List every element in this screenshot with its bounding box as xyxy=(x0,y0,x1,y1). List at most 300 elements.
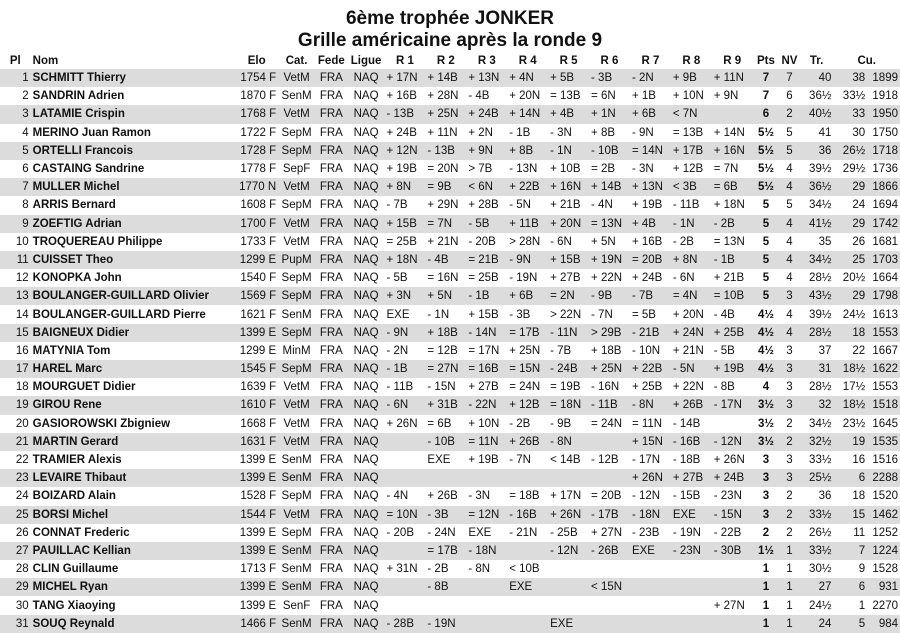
nv-cell: 2 xyxy=(786,417,793,430)
round-3-cell: = 11N xyxy=(468,435,499,448)
name-cell: TANG Xiaoying xyxy=(32,599,116,612)
round-7-cell: + 15N xyxy=(631,435,663,448)
round-4-cell: + 14N xyxy=(509,108,541,121)
rank-cell: 18 xyxy=(15,381,29,394)
round-4-cell: - 9N xyxy=(509,253,531,266)
rank-cell: 3 xyxy=(22,108,29,121)
round-6-cell: + 27N xyxy=(591,526,623,539)
round-2-cell: - 2B xyxy=(427,563,449,576)
nv-cell: 2 xyxy=(786,508,793,521)
rank-cell: 26 xyxy=(15,526,29,539)
round-6-cell: > 29B xyxy=(591,326,622,339)
round-3-cell: - 4B xyxy=(468,90,490,103)
tiebreak-cell: 37 xyxy=(818,344,832,357)
tiebreak-cell: 35 xyxy=(818,235,832,248)
cumulative-cell: 29 xyxy=(852,181,866,194)
category-cell: VetM xyxy=(283,399,310,412)
round-7-cell xyxy=(630,615,671,633)
table-row xyxy=(0,469,900,487)
round-1-cell: - 20B xyxy=(386,526,414,539)
round-7-cell: = 5B xyxy=(631,308,656,321)
round-4-cell: + 22B xyxy=(509,181,540,194)
round-8-cell: = 13B xyxy=(672,126,704,139)
points-cell: 4½ xyxy=(757,326,774,339)
round-8-cell: - 14B xyxy=(672,417,701,430)
tiebreak-cell: 39½ xyxy=(809,308,832,321)
round-1-cell: - 11B xyxy=(386,381,414,394)
league-cell: NAQ xyxy=(353,144,379,157)
category-cell: SenM xyxy=(281,563,312,576)
column-header: Cat. xyxy=(285,54,308,67)
rank-cell: 22 xyxy=(15,454,29,467)
federation-cell: FRA xyxy=(319,163,343,176)
nv-cell: 1 xyxy=(786,544,793,557)
federation-cell: FRA xyxy=(319,308,343,321)
performance-cell: 1918 xyxy=(872,90,898,103)
column-header: R 7 xyxy=(641,54,660,67)
category-cell: VetM xyxy=(283,181,310,194)
federation-cell: FRA xyxy=(319,235,343,248)
elo-cell: 1713 F xyxy=(240,563,277,576)
round-6-cell: + 5N xyxy=(591,235,616,248)
round-3-cell: > 7B xyxy=(468,163,493,176)
elo-cell: 1621 F xyxy=(240,308,277,321)
elo-cell: 1540 F xyxy=(240,272,277,285)
points-cell: 2 xyxy=(762,526,770,539)
federation-cell: FRA xyxy=(319,617,343,630)
tiebreak-cell: 34½ xyxy=(809,253,832,266)
federation-cell: FRA xyxy=(319,253,343,266)
elo-cell: 1399 E xyxy=(239,454,277,467)
table-body xyxy=(0,69,900,633)
league-cell: NAQ xyxy=(353,308,379,321)
federation-cell: FRA xyxy=(319,472,343,485)
round-2-cell: EXE xyxy=(427,454,451,467)
round-1-cell: + 8N xyxy=(386,181,412,194)
round-8-cell: + 8N xyxy=(672,253,698,266)
table-row xyxy=(0,251,900,269)
round-5-cell: - 7B xyxy=(550,344,572,357)
round-9-cell: + 19B xyxy=(713,363,745,376)
rank-cell: 29 xyxy=(15,581,29,594)
performance-cell: 1520 xyxy=(872,490,898,503)
name-cell: CLIN Guillaume xyxy=(32,563,119,576)
federation-cell: FRA xyxy=(319,508,343,521)
name-cell: MERINO Juan Ramon xyxy=(32,126,151,139)
round-9-cell: - 22B xyxy=(713,526,742,539)
tiebreak-cell: 28½ xyxy=(809,381,832,394)
round-1-cell: + 3N xyxy=(386,290,412,303)
round-6-cell: - 10B xyxy=(591,144,619,157)
cumulative-cell: 24½ xyxy=(842,308,866,321)
performance-cell: 1622 xyxy=(872,363,898,376)
points-cell: 5½ xyxy=(757,126,774,139)
name-cell: MOURGUET Didier xyxy=(32,381,136,394)
performance-cell: 1252 xyxy=(872,526,898,539)
round-9-cell: - 15N xyxy=(713,508,742,521)
round-4-cell: + 26B xyxy=(509,435,540,448)
round-7-cell: = 14N xyxy=(631,144,663,157)
tiebreak-cell: 36 xyxy=(818,144,832,157)
federation-cell: FRA xyxy=(319,363,343,376)
round-4-cell: + 25N xyxy=(509,344,541,357)
rank-cell: 6 xyxy=(22,163,29,176)
round-3-cell: EXE xyxy=(468,526,492,539)
round-8-cell: - 11B xyxy=(672,199,700,212)
round-5-cell xyxy=(548,578,589,596)
round-7-cell: + 26N xyxy=(631,472,663,485)
tiebreak-cell: 31 xyxy=(818,363,832,376)
cumulative-cell: 16 xyxy=(852,454,866,467)
round-1-cell: - 4N xyxy=(386,490,409,503)
round-4-cell: > 28N xyxy=(509,235,541,248)
tiebreak-cell: 32 xyxy=(818,399,832,412)
column-header: Elo xyxy=(247,54,266,67)
round-1-cell: + 12N xyxy=(386,144,418,157)
federation-cell: FRA xyxy=(319,581,343,594)
federation-cell: FRA xyxy=(319,563,343,576)
round-6-cell: - 3B xyxy=(591,72,613,85)
table-row xyxy=(0,542,900,560)
performance-cell: 1798 xyxy=(872,290,898,303)
federation-cell: FRA xyxy=(319,381,343,394)
round-7-cell: + 16B xyxy=(631,235,663,248)
round-4-cell: EXE xyxy=(509,581,533,594)
round-6-cell xyxy=(589,560,630,578)
round-3-cell xyxy=(466,578,507,596)
nv-cell: 1 xyxy=(786,581,793,594)
name-cell: ORTELLI Francois xyxy=(32,144,133,157)
round-8-cell: - 19N xyxy=(672,526,701,539)
round-1-cell: + 15B xyxy=(386,217,417,230)
federation-cell: FRA xyxy=(319,217,343,230)
column-header: Tr. xyxy=(809,54,824,67)
nv-cell: 5 xyxy=(786,199,793,212)
round-9-cell: - 12N xyxy=(713,435,742,448)
federation-cell: FRA xyxy=(319,144,343,157)
name-cell: LEVAIRE Thibaut xyxy=(32,472,127,485)
round-7-cell: + 19B xyxy=(631,199,663,212)
category-cell: VetM xyxy=(283,72,310,85)
column-header: Nom xyxy=(32,54,59,67)
round-4-cell: - 1B xyxy=(509,126,531,139)
round-1-cell xyxy=(385,469,426,487)
round-7-cell: - 2N xyxy=(631,72,654,85)
round-6-cell: - 12B xyxy=(591,454,619,467)
points-cell: 4½ xyxy=(757,344,774,357)
tiebreak-cell: 32½ xyxy=(809,435,832,448)
elo-cell: 1733 F xyxy=(240,235,277,248)
league-cell: NAQ xyxy=(353,272,379,285)
rank-cell: 21 xyxy=(15,435,29,448)
page-subtitle: Grille américaine après la ronde 9 xyxy=(297,30,603,51)
round-2-cell: = 16N xyxy=(427,272,459,285)
cumulative-cell: 6 xyxy=(858,472,866,485)
cumulative-cell: 18 xyxy=(852,326,866,339)
federation-cell: FRA xyxy=(319,526,343,539)
page-title: 6ème trophée JONKER xyxy=(345,8,554,29)
table-row xyxy=(0,215,900,233)
name-cell: LATAMIE Crispin xyxy=(32,108,125,121)
federation-cell: FRA xyxy=(319,435,343,448)
nv-cell: 1 xyxy=(786,563,793,576)
round-5-cell: > 22N xyxy=(550,308,582,321)
performance-cell: 1681 xyxy=(872,235,898,248)
round-7-cell: + 22B xyxy=(631,363,663,376)
federation-cell: FRA xyxy=(319,272,343,285)
points-cell: 4½ xyxy=(757,363,774,376)
round-8-cell: + 24N xyxy=(672,326,704,339)
points-cell: 1 xyxy=(762,599,770,612)
nv-cell: 4 xyxy=(786,163,793,176)
round-6-cell: - 7N xyxy=(591,308,613,321)
federation-cell: FRA xyxy=(319,326,343,339)
rank-cell: 23 xyxy=(15,472,29,485)
round-4-cell xyxy=(507,469,548,487)
points-cell: 3½ xyxy=(757,399,774,412)
round-1-cell: - 28B xyxy=(386,617,414,630)
round-5-cell: < 14B xyxy=(550,454,581,467)
cumulative-cell: 18½ xyxy=(842,399,866,412)
round-1-cell: + 19B xyxy=(386,163,417,176)
performance-cell: 1899 xyxy=(872,72,898,85)
round-3-cell: + 24B xyxy=(468,108,499,121)
round-5-cell: - 3N xyxy=(550,126,572,139)
table-row xyxy=(0,378,900,396)
round-1-cell xyxy=(385,578,426,596)
points-cell: 5 xyxy=(762,290,770,303)
category-cell: SepM xyxy=(281,290,312,303)
cumulative-cell: 33½ xyxy=(842,90,866,103)
rank-cell: 24 xyxy=(15,490,29,503)
performance-cell: 1645 xyxy=(872,417,898,430)
elo-cell: 1299 E xyxy=(239,344,277,357)
league-cell: NAQ xyxy=(353,526,379,539)
tiebreak-cell: 36½ xyxy=(809,90,832,103)
tiebreak-cell: 36 xyxy=(818,490,832,503)
round-1-cell: - 5B xyxy=(386,272,408,285)
tiebreak-cell: 25½ xyxy=(809,472,832,485)
round-2-cell: = 9B xyxy=(427,181,452,194)
column-header: R 9 xyxy=(723,54,742,67)
performance-cell: 1553 xyxy=(872,381,898,394)
performance-cell: 1736 xyxy=(872,163,898,176)
round-7-cell: - 10N xyxy=(631,344,661,357)
nv-cell: 6 xyxy=(786,90,793,103)
round-5-cell: - 1N xyxy=(550,144,572,157)
round-6-cell: - 4N xyxy=(591,199,613,212)
round-9-cell xyxy=(712,615,753,633)
round-6-cell: = 2B xyxy=(591,163,616,176)
round-2-cell: + 26B xyxy=(427,490,458,503)
nv-cell: 2 xyxy=(786,526,793,539)
round-5-cell: + 15B xyxy=(550,253,581,266)
round-9-cell: - 23N xyxy=(713,490,742,503)
elo-cell: 1870 F xyxy=(240,90,277,103)
round-5-cell: + 4B xyxy=(550,108,575,121)
tiebreak-cell: 34½ xyxy=(809,199,832,212)
column-header: R 8 xyxy=(682,54,701,67)
elo-cell: 1545 F xyxy=(240,363,277,376)
points-cell: 5½ xyxy=(757,144,774,157)
rank-cell: 7 xyxy=(22,181,29,194)
nv-cell: 3 xyxy=(786,454,793,467)
round-2-cell xyxy=(425,469,466,487)
round-5-cell: = 18N xyxy=(550,399,582,412)
elo-cell: 1544 F xyxy=(240,508,277,521)
round-2-cell: = 7N xyxy=(427,217,453,230)
nv-cell: 4 xyxy=(786,308,793,321)
round-9-cell: - 1B xyxy=(713,253,735,266)
performance-cell: 1528 xyxy=(872,563,898,576)
nv-cell: 4 xyxy=(786,326,793,339)
round-9-cell: = 13N xyxy=(713,235,745,248)
round-6-cell xyxy=(589,615,630,633)
round-7-cell: + 4B xyxy=(631,217,656,230)
round-7-cell xyxy=(630,596,671,614)
round-5-cell: + 26N xyxy=(550,508,582,521)
round-8-cell: - 15B xyxy=(672,490,701,503)
nv-cell: 4 xyxy=(786,253,793,266)
round-1-cell: + 24B xyxy=(386,126,417,139)
cumulative-cell: 1 xyxy=(858,599,866,612)
round-4-cell: + 4N xyxy=(509,72,534,85)
name-cell: SCHMITT Thierry xyxy=(32,72,126,85)
category-cell: PupM xyxy=(281,253,312,266)
round-9-cell: + 24B xyxy=(713,472,745,485)
league-cell: NAQ xyxy=(353,435,379,448)
category-cell: SepF xyxy=(282,163,311,176)
points-cell: 5 xyxy=(762,235,770,248)
round-3-cell: - 14N xyxy=(468,326,497,339)
elo-cell: 1639 F xyxy=(240,381,277,394)
round-7-cell: - 12N xyxy=(631,490,661,503)
round-8-cell xyxy=(671,596,712,614)
tiebreak-cell: 30½ xyxy=(809,563,832,576)
round-4-cell xyxy=(507,542,548,560)
round-3-cell: - 18N xyxy=(468,544,497,557)
name-cell: MICHEL Ryan xyxy=(32,581,108,594)
category-cell: SenM xyxy=(281,617,312,630)
category-cell: SepM xyxy=(281,363,312,376)
column-header: Pts xyxy=(756,54,775,67)
points-cell: 3 xyxy=(762,490,770,503)
points-cell: 1 xyxy=(762,563,770,576)
elo-cell: 1728 F xyxy=(240,144,277,157)
federation-cell: FRA xyxy=(319,290,343,303)
round-1-cell: = 25B xyxy=(386,235,417,248)
round-7-cell: - 9N xyxy=(631,126,654,139)
name-cell: BAIGNEUX Didier xyxy=(32,326,130,339)
name-cell: MULLER Michel xyxy=(32,181,120,194)
round-5-cell: + 21B xyxy=(550,199,581,212)
round-1-cell: + 26N xyxy=(386,417,418,430)
rank-cell: 27 xyxy=(15,544,29,557)
league-cell: NAQ xyxy=(353,126,379,139)
category-cell: VetM xyxy=(283,217,310,230)
table-row xyxy=(0,596,900,614)
round-5-cell: - 24B xyxy=(550,363,578,376)
round-5-cell: + 5B xyxy=(550,72,575,85)
category-cell: SenM xyxy=(281,544,312,557)
cumulative-cell: 30 xyxy=(852,126,866,139)
tiebreak-cell: 28½ xyxy=(809,272,832,285)
round-8-cell xyxy=(671,578,712,596)
league-cell: NAQ xyxy=(353,72,379,85)
tiebreak-cell: 28½ xyxy=(809,326,832,339)
elo-cell: 1768 F xyxy=(240,108,277,121)
round-2-cell: = 27N xyxy=(427,363,459,376)
performance-cell: 1516 xyxy=(872,454,898,467)
round-8-cell: = 4N xyxy=(672,290,698,303)
nv-cell: 5 xyxy=(786,144,793,157)
round-8-cell: - 18B xyxy=(672,454,701,467)
name-cell: BORSI Michel xyxy=(32,508,109,521)
nv-cell: 3 xyxy=(786,381,793,394)
elo-cell: 1631 F xyxy=(240,435,277,448)
round-3-cell: = 12N xyxy=(468,508,500,521)
column-header: Ligue xyxy=(350,54,382,67)
round-4-cell: - 5N xyxy=(509,199,531,212)
league-cell: NAQ xyxy=(353,490,379,503)
name-cell: CONNAT Frederic xyxy=(32,526,130,539)
rank-cell: 14 xyxy=(15,308,29,321)
round-2-cell: + 11N xyxy=(427,126,458,139)
round-1-cell: EXE xyxy=(386,308,410,321)
round-8-cell: + 20N xyxy=(672,308,704,321)
cumulative-cell: 26½ xyxy=(842,144,866,157)
cumulative-cell: 26 xyxy=(852,235,866,248)
rank-cell: 25 xyxy=(15,508,29,521)
round-9-cell: + 18N xyxy=(713,199,745,212)
name-cell: HAREL Marc xyxy=(32,363,103,376)
league-cell: NAQ xyxy=(353,235,379,248)
round-9-cell: + 26N xyxy=(713,454,745,467)
round-5-cell: + 20N xyxy=(550,217,582,230)
league-cell: NAQ xyxy=(353,599,379,612)
points-cell: 3 xyxy=(762,454,770,467)
elo-cell: 1608 F xyxy=(240,199,277,212)
performance-cell: 1553 xyxy=(872,326,898,339)
round-3-cell: + 2N xyxy=(468,126,493,139)
column-header: R 2 xyxy=(436,54,455,67)
round-6-cell: = 24N xyxy=(591,417,623,430)
federation-cell: FRA xyxy=(319,108,343,121)
cumulative-cell: 38 xyxy=(852,72,866,85)
league-cell: NAQ xyxy=(353,581,379,594)
tiebreak-cell: 36½ xyxy=(809,181,832,194)
category-cell: SepM xyxy=(281,199,312,212)
round-1-cell xyxy=(385,433,426,451)
round-7-cell: - 7B xyxy=(631,290,654,303)
cumulative-cell: 24 xyxy=(852,199,866,212)
category-cell: SenF xyxy=(282,599,311,612)
league-cell: NAQ xyxy=(353,544,379,557)
round-9-cell: + 14N xyxy=(713,126,745,139)
points-cell: 5 xyxy=(762,253,770,266)
points-cell: 5 xyxy=(762,199,770,212)
name-cell: PAUILLAC Kellian xyxy=(32,544,131,557)
table-row xyxy=(0,560,900,578)
round-8-cell: < 7N xyxy=(672,108,698,121)
cumulative-cell: 9 xyxy=(858,563,866,576)
round-4-cell: - 16B xyxy=(509,508,537,521)
column-header: R 1 xyxy=(396,54,414,67)
round-8-cell: - 5N xyxy=(672,363,695,376)
round-6-cell: + 14B xyxy=(591,181,622,194)
round-8-cell: < 3B xyxy=(672,181,697,194)
cumulative-cell: 22 xyxy=(852,344,866,357)
